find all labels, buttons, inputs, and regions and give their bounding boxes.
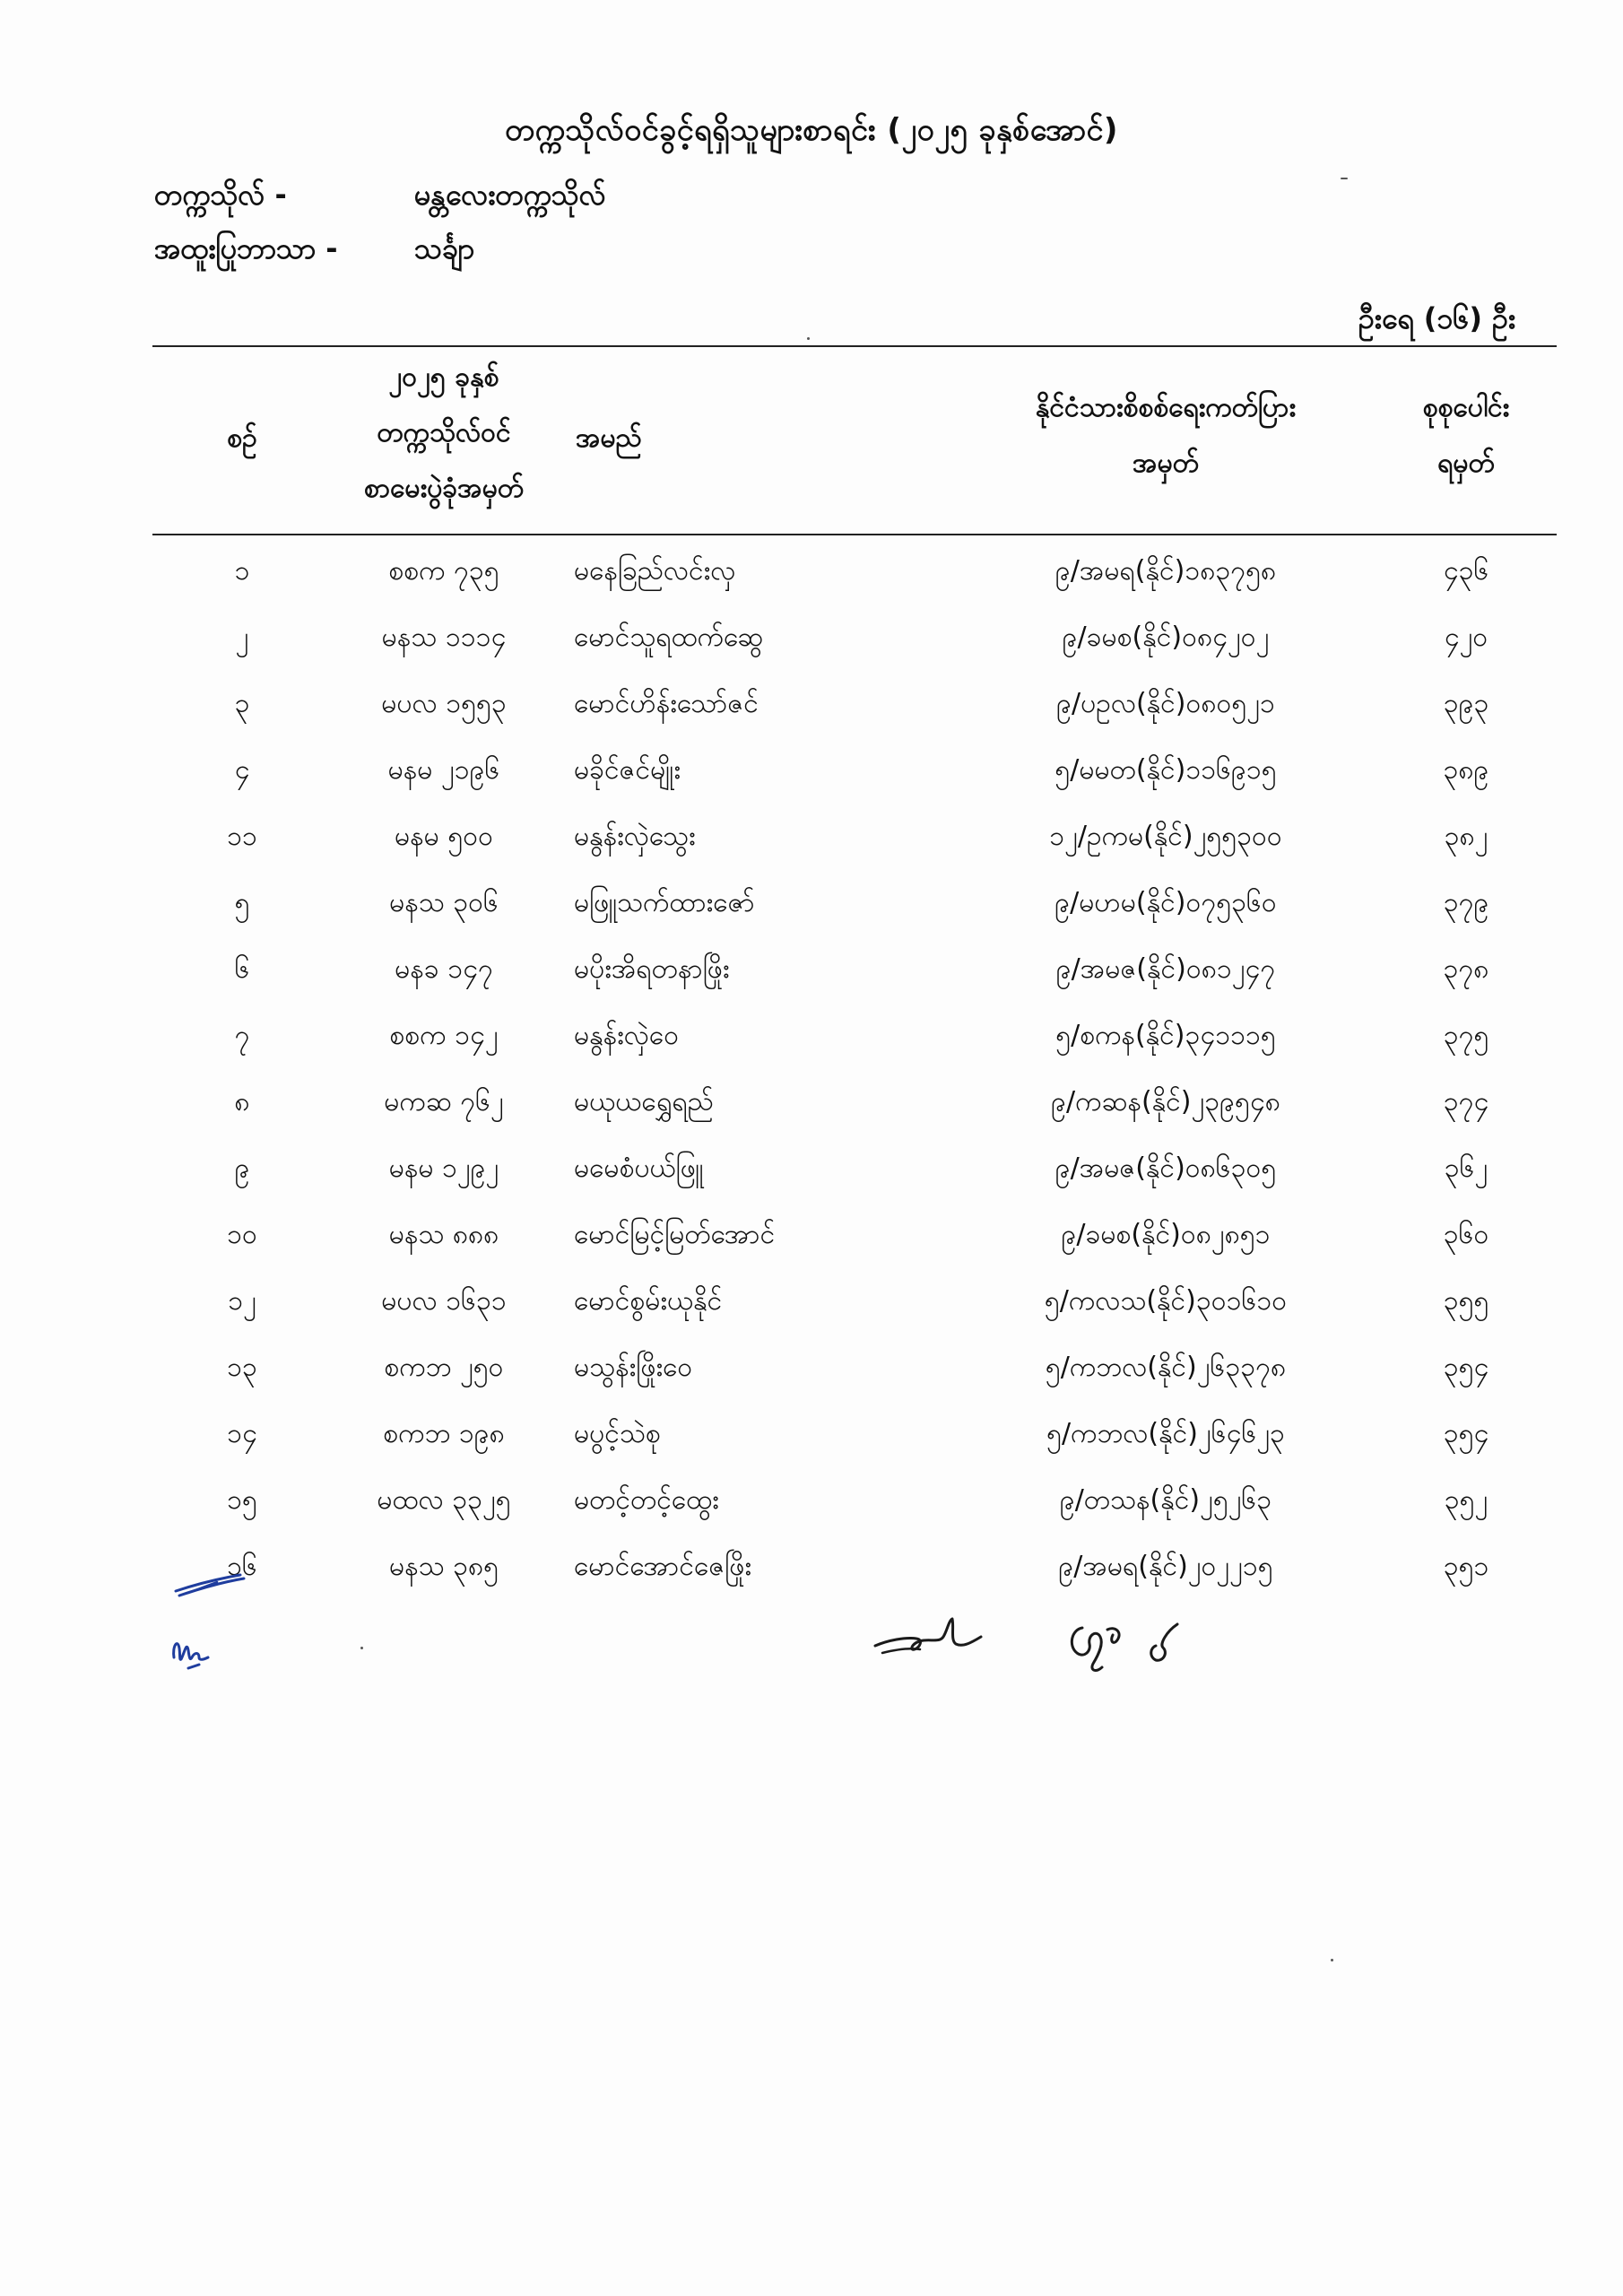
cell-name: မယုယရွှေရည် [574, 1086, 714, 1118]
cell-nrc: ၉/ခမစ(နိုင်)၀၈၂၈၅၁ [1061, 1219, 1271, 1250]
scan-speck [807, 337, 810, 340]
cell-total: ၃၅၂ [1444, 1484, 1488, 1516]
cell-name: မနွန်းလှဲဝေ [574, 1020, 680, 1051]
cell-total: ၃၉၃ [1443, 688, 1489, 719]
table-row [152, 1003, 1557, 1069]
cell-serial: ၄ [234, 754, 250, 786]
cell-nrc: ၁၂/ဥကမ(နိုင်)၂၅၅၃၀၀ [1049, 821, 1282, 852]
table-row [152, 737, 1557, 804]
header-total-line2: ရမှတ် [1437, 448, 1495, 479]
major-label: အထူးပြုဘာသာ - [154, 231, 338, 265]
university-label: တက္ကသိုလ် - [154, 178, 287, 212]
table-row [152, 936, 1557, 1003]
cell-name: မနေခြည်လင်းလှ [574, 555, 736, 587]
signature-blue-initials [167, 1631, 221, 1675]
cell-total: ၃၇၈ [1443, 953, 1489, 985]
table-top-rule [152, 345, 1557, 347]
cell-nrc: ၉/ကဆန(နိုင်)၂၃၉၅၄၈ [1051, 1086, 1280, 1118]
cell-serial: ၁၆ [227, 1551, 257, 1582]
cell-exam-roll: မထလ ၃၃၂၅ [377, 1484, 511, 1516]
cell-name: မဖြူသက်ထားဇော် [574, 887, 755, 918]
header-exam-roll-line3: စာမေးပွဲခုံအမှတ် [363, 473, 525, 504]
cell-exam-roll: မနသ ၈၈၈ [388, 1219, 499, 1250]
header-nrc-line1: နိုင်ငံသားစိစစ်ရေးကတ်ပြား [1035, 392, 1297, 423]
cell-serial: ၁၃ [227, 1352, 257, 1383]
cell-serial: ၁၂ [228, 1285, 256, 1317]
cell-total: ၃၇၄ [1443, 1086, 1489, 1118]
table-row [152, 1202, 1557, 1268]
table-row [152, 671, 1557, 737]
cell-name: မသွန်းဖြိုးဝေ [574, 1352, 693, 1383]
cell-name: မပိုးအိရတနာဖြိုး [574, 953, 730, 985]
table-row [152, 1335, 1557, 1401]
cell-serial: ၅ [234, 887, 250, 918]
cell-name: မနွန်းလှဲသွေး [574, 821, 696, 852]
cell-name: မောင်ဟိန်းသော်ဇင် [574, 688, 759, 719]
cell-exam-roll: မနမ ၅၀၀ [395, 821, 493, 852]
cell-nrc: ၅/ကလသ(နိုင်)၃၀၁၆၁၀ [1044, 1285, 1288, 1317]
cell-total: ၃၅၄ [1443, 1352, 1489, 1383]
cell-total: ၄၃၆ [1443, 555, 1489, 587]
header-exam-roll-line1: ၂၀၂၅ ခုနှစ် [388, 361, 499, 393]
cell-exam-roll: မနသ ၁၁၁၄ [381, 622, 507, 653]
cell-name: မောင်မြင့်မြတ်အောင် [574, 1219, 776, 1250]
cell-nrc: ၉/တသန(နိုင်)၂၅၂၆၃ [1059, 1484, 1272, 1516]
cell-total: ၃၇၅ [1443, 1020, 1489, 1051]
header-nrc [942, 380, 1390, 491]
table-row [152, 1069, 1557, 1135]
cell-serial: ၈ [234, 1086, 250, 1118]
cell-nrc: ၉/အမဇ(နိုင်)၀၈၆၃၀၅ [1055, 1152, 1277, 1184]
table-row [152, 538, 1557, 604]
cell-exam-roll: မပလ ၁၅၅၃ [381, 688, 507, 719]
major-value: သင်္ချာ [414, 231, 475, 265]
cell-exam-roll: မကဆ ၇၆၂ [384, 1086, 504, 1118]
cell-name: မခိုင်ဇင်မျိုး [574, 754, 681, 786]
cell-nrc: ၉/အမရ(နိုင်)၁၈၃၇၅၈ [1055, 555, 1277, 587]
header-total [1363, 380, 1569, 491]
table-row [152, 1534, 1557, 1600]
cell-total: ၃၆၀ [1443, 1219, 1489, 1250]
cell-total: ၃၈၂ [1444, 821, 1488, 852]
table-row [152, 870, 1557, 936]
cell-exam-roll: မနခ ၁၄၇ [395, 953, 493, 985]
cell-serial: ၇ [234, 1020, 250, 1051]
cell-nrc: ၅/ကဘလ(နိုင်)၂၆၃၃၇၈ [1045, 1352, 1287, 1383]
major-row [154, 230, 474, 273]
cell-total: ၄၂၀ [1444, 622, 1488, 653]
cell-nrc: ၉/အမရ(နိုင်)၂၀၂၂၁၅ [1058, 1551, 1273, 1582]
cell-name: မတင့်တင့်ထွေး [574, 1484, 719, 1516]
cell-name: မောင်သူရထက်ဆွေ [574, 622, 764, 653]
university-value: မန္တလေးတက္ကသိုလ် [414, 178, 606, 212]
cell-total: ၃၈၉ [1443, 754, 1489, 786]
cell-serial: ၁၅ [227, 1484, 257, 1516]
table-header-rule [152, 534, 1557, 535]
cell-nrc: ၉/အမဇ(နိုင်)၀၈၁၂၄၇ [1055, 953, 1276, 985]
cell-serial: ၂ [235, 622, 249, 653]
cell-serial: ၃ [234, 688, 250, 719]
cell-serial: ၁၄ [227, 1418, 257, 1449]
scan-speck [1331, 1959, 1333, 1961]
cell-serial: ၁၁ [227, 821, 257, 852]
cell-nrc: ၅/ကဘလ(နိုင်)၂၆၄၆၂၃ [1046, 1418, 1285, 1449]
cell-exam-roll: မနသ ၃၀၆ [389, 887, 499, 918]
cell-nrc: ၅/စကန(နိုင်)၃၄၁၁၁၅ [1055, 1020, 1276, 1051]
cell-total: ၃၆၂ [1444, 1152, 1488, 1184]
university-row [154, 176, 606, 219]
cell-nrc: ၉/မဟမ(နိုင်)၀၇၅၃၆၀ [1055, 887, 1277, 918]
header-total-line1: စုစုပေါင်း [1422, 392, 1510, 423]
cell-nrc: ၉/ခမစ(နိုင်)၀၈၄၂၀၂ [1062, 622, 1270, 653]
cell-exam-roll: မနမ ၂၁၉၆ [387, 754, 500, 786]
table-row [152, 804, 1557, 870]
header-exam-roll [309, 350, 578, 517]
scan-speck [1341, 178, 1348, 179]
cell-exam-roll: စစက ၇၃၅ [388, 555, 499, 587]
table-row [152, 1467, 1557, 1534]
document-title: တက္ကသိုလ်ဝင်ခွင့်ရရှိသူများစာရင်း (၂၀၂၅ ခုနှစ်အောင်) [505, 112, 1118, 148]
cell-name: မောင်အောင်ဇေဖြိုး [574, 1551, 751, 1582]
header-serial: စဉ် [227, 422, 257, 454]
header-exam-roll-line2: တက္ကသိုလ်ဝင် [377, 417, 511, 448]
cell-nrc: ၉/ပဥလ(နိုင်)၀၈၀၅၂၁ [1056, 688, 1275, 719]
header-name: အမည် [576, 422, 642, 454]
cell-exam-roll: မပလ ၁၆၃၁ [381, 1285, 507, 1317]
table-row [152, 1401, 1557, 1467]
cell-serial: ၁ [234, 555, 250, 587]
cell-total: ၃၅၄ [1443, 1418, 1489, 1449]
cell-name: မမေစံပယ်ဖြူ [574, 1152, 704, 1184]
total-count: ဦးရေ (၁၆) ဦး [1358, 301, 1515, 335]
table-header [152, 350, 1557, 532]
table-row [152, 604, 1557, 671]
cell-name: မပွင့်သဲစု [574, 1418, 661, 1449]
cell-exam-roll: စစက ၁၄၂ [389, 1020, 499, 1051]
cell-name: မောင်စွမ်းယုနိုင် [574, 1285, 723, 1317]
cell-exam-roll: စကဘ ၂၅၀ [384, 1352, 504, 1383]
cell-total: ၃၇၉ [1443, 887, 1489, 918]
cell-serial: ၁၀ [227, 1219, 257, 1250]
cell-total: ၃၅၁ [1443, 1551, 1489, 1582]
header-nrc-line2: အမှတ် [1133, 448, 1199, 479]
cell-exam-roll: မနမ ၁၂၉၂ [388, 1152, 499, 1184]
cell-exam-roll: စကဘ ၁၉၈ [383, 1418, 505, 1449]
cell-serial: ၉ [234, 1152, 250, 1184]
signature-black-right [1063, 1610, 1215, 1682]
cell-exam-roll: မနသ ၃၈၅ [388, 1551, 499, 1582]
cell-serial: ၆ [234, 953, 250, 985]
table-row [152, 1268, 1557, 1335]
signature-black-left [870, 1610, 986, 1664]
scan-speck [360, 1647, 363, 1649]
table-row [152, 1135, 1557, 1202]
cell-total: ၃၅၅ [1443, 1285, 1489, 1317]
cell-nrc: ၅/မမတ(နိုင်)၁၁၆၉၁၅ [1055, 754, 1277, 786]
